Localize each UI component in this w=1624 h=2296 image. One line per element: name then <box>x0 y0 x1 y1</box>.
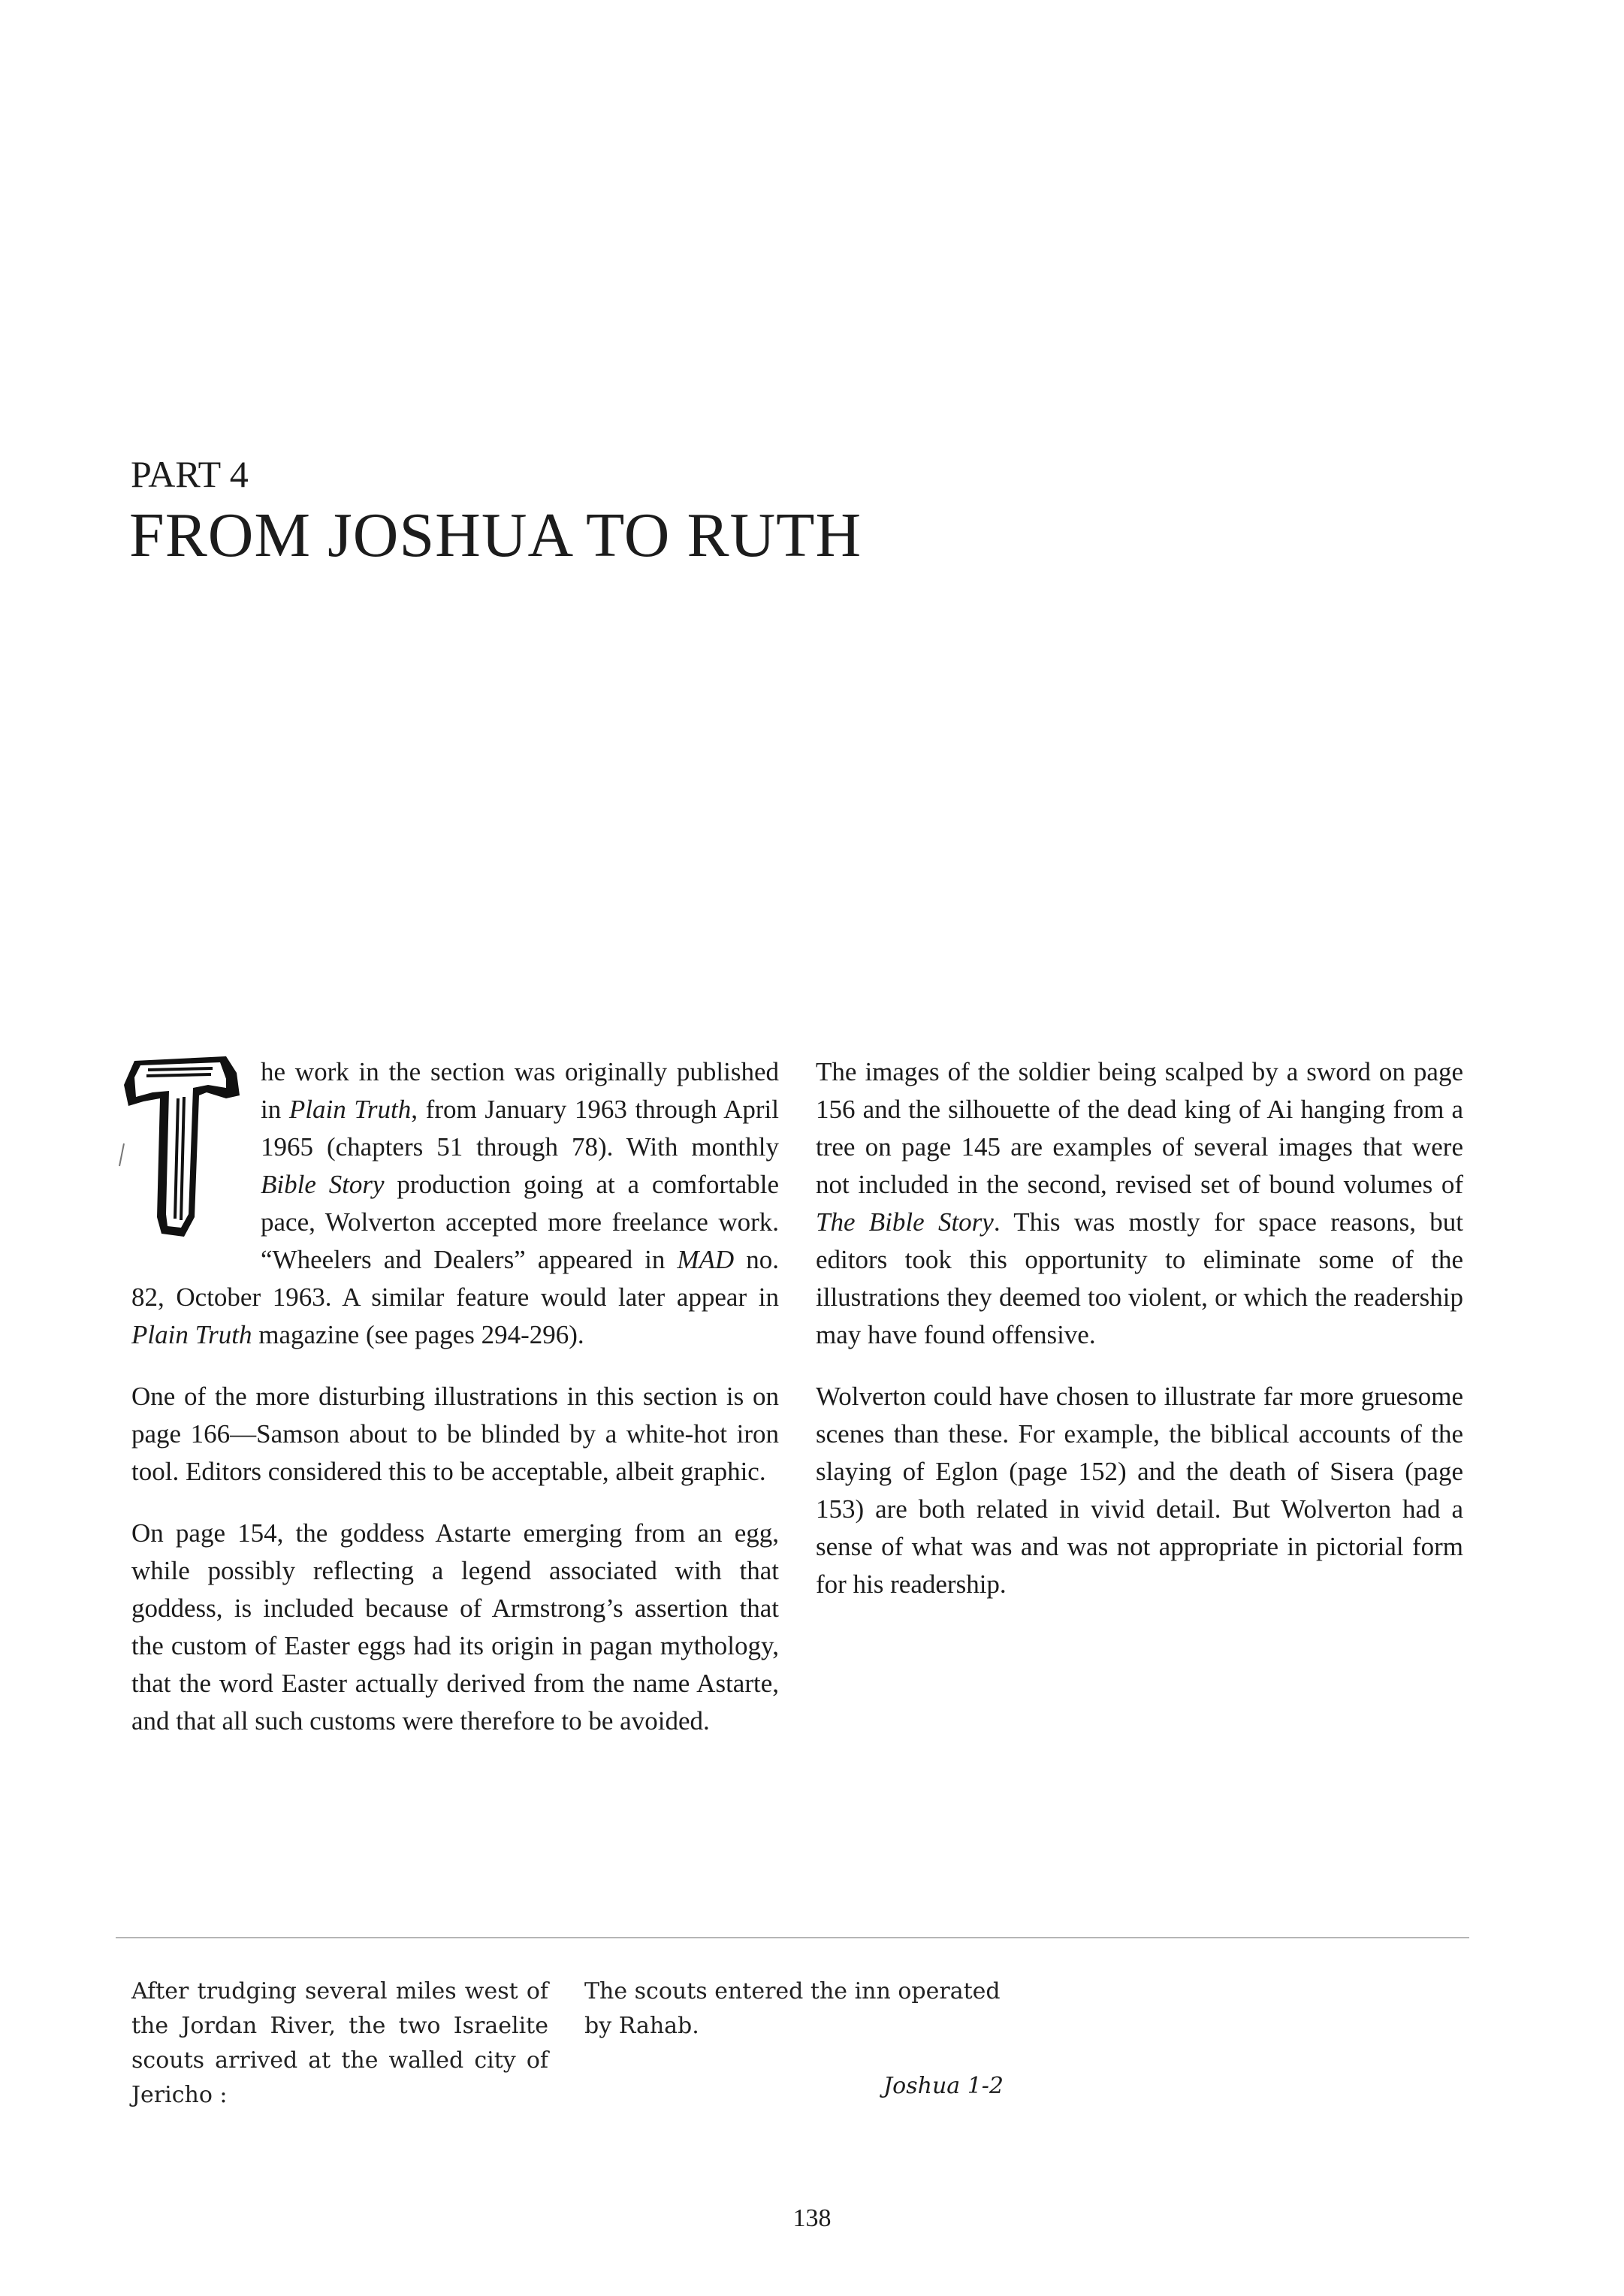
right-paragraph-1: The images of the soldier being scalped by a sword on page 156 and the silhouette of the dead king of Ai hanging from a tree on page 145 are examples of several images that were not included in the second, revised set of bound volumes of The Bible Story. This was mostly for space reasons, but editors took this opportunity to eliminate some of the illustrations they deemed too violent, or which the readership may have found offensive. <box>816 1057 1463 1349</box>
left-column <box>131 1053 779 1764</box>
part-title: FROM JOSHUA TO RUTH <box>129 500 862 570</box>
drop-cap-t-illustration <box>113 1053 247 1244</box>
right-paragraph-2: Wolverton could have chosen to illustrate far more gruesome scenes than these. For example, the biblical accounts of the slaying of Eglon (page 152) and the death of Sisera (page 153) are both related in vivid detail. But Wolverton had a sense of what was and was not appropriate in pictorial form for his readership. <box>816 1382 1463 1599</box>
right-column <box>816 1053 1463 1627</box>
caption-reference: Joshua 1-2 <box>883 2073 1004 2099</box>
caption-divider <box>116 1937 1469 1938</box>
left-paragraph-2: One of the more disturbing illustrations in this section is on page 166—Samson about to be blinded by a white-hot iron tool. Editors considered this to be acceptable, albeit graphic. <box>131 1382 779 1486</box>
caption-left: After trudging several miles west of the Jordan River, the two Israelite scouts arrived at the walled city of Jericho : <box>131 1978 548 2108</box>
page-number: 138 <box>792 2204 832 2232</box>
part-label: PART 4 <box>131 453 249 495</box>
caption-right: The scouts entered the inn operated by Rahab. <box>584 1978 1001 2039</box>
left-paragraph-1: he work in the section was originally published in Plain Truth, from January 1963 through April 1965 (chapters 51 through 78). With monthly Bible Story production going at a comfortable pace, Wolverton accepted more freelance work. “Wheelers and Dealers” appeared in MAD no. 82, October 1963. A similar feature would later appear in Plain Truth magazine (see pages 294-296). <box>131 1053 779 1354</box>
left-paragraph-3: On page 154, the goddess Astarte emerging from an egg, while possibly reflecting a legend associated with that goddess, is included because of Armstrong’s assertion that the custom of Easter eggs had its origin in pagan mythology, that the word Easter actually derived from the name Astarte, and that all such customs were therefore to be avoided. <box>131 1518 779 1736</box>
